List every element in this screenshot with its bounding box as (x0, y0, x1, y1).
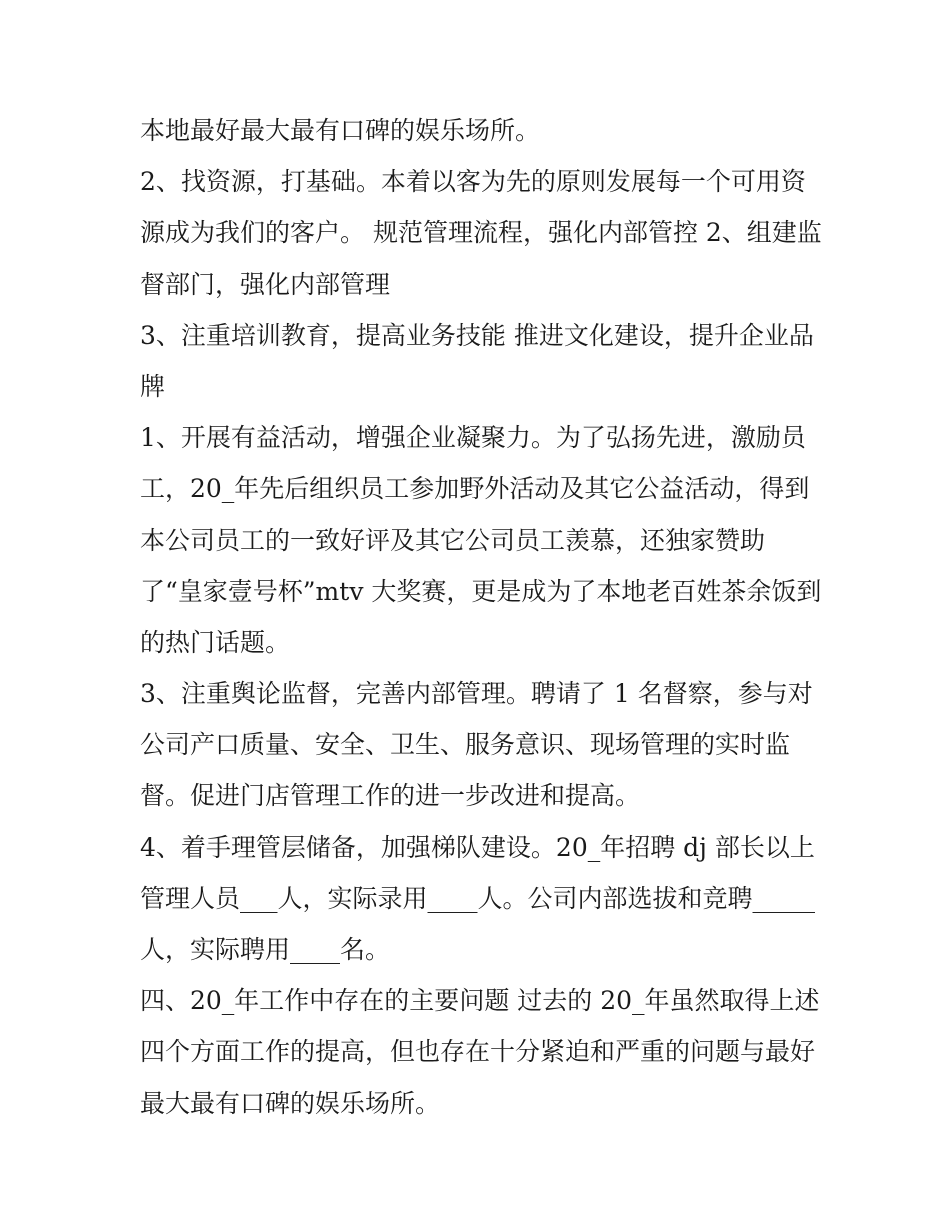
text-line: 3、注重培训教育，提高业务技能 推进文化建设，提升企业品 (140, 320, 814, 350)
text-line: 四、20_年工作中存在的主要问题 过去的 20_年虽然取得上述 (140, 986, 820, 1016)
text-line: 了“皇家壹号杯”mtv 大奖赛，更是成为了本地老百姓茶余饭到 (140, 576, 822, 606)
text-line: 2、找资源，打基础。本着以客为先的原则发展每一个可用资 (140, 167, 806, 197)
text-line: 工，20_年先后组织员工参加野外活动及其它公益活动，得到 (140, 474, 810, 504)
text-line: 管理人员___人，实际录用____人。公司内部选拔和竞聘_____ (140, 883, 816, 913)
text-line: 本公司员工的一致好评及其它公司员工羡慕，还独家赞助 (140, 525, 766, 555)
text-line: 四个方面工作的提高，但也存在十分紧迫和严重的问题与最好 (140, 1037, 816, 1067)
text-line: 督部门，强化内部管理 (140, 269, 391, 299)
text-line: 1、开展有益活动，增强企业凝聚力。为了弘扬先进，激励员 (140, 423, 806, 453)
text-line: 最大最有口碑的娱乐场所。 (140, 1088, 441, 1118)
text-line: 督。促进门店管理工作的进一步改进和提高。 (140, 781, 641, 811)
text-line: 牌 (140, 371, 166, 401)
text-line: 源成为我们的客户。 规范管理流程，强化内部管控 2、组建监 (140, 218, 822, 248)
text-line: 3、注重舆论监督，完善内部管理。聘请了 1 名督察，参与对 (140, 679, 813, 709)
text-line: 公司产口质量、安全、卫生、服务意识、现场管理的实时监 (140, 730, 791, 760)
document-body (140, 105, 830, 1129)
text-line: 4、着手理管层储备，加强梯队建设。20_年招聘 dj 部长以上 (140, 832, 815, 862)
text-line: 人，实际聘用____名。 (140, 935, 391, 964)
text-line: 本地最好最大最有口碑的娱乐场所。 (140, 116, 541, 145)
text-line: 的热门话题。 (140, 627, 291, 657)
